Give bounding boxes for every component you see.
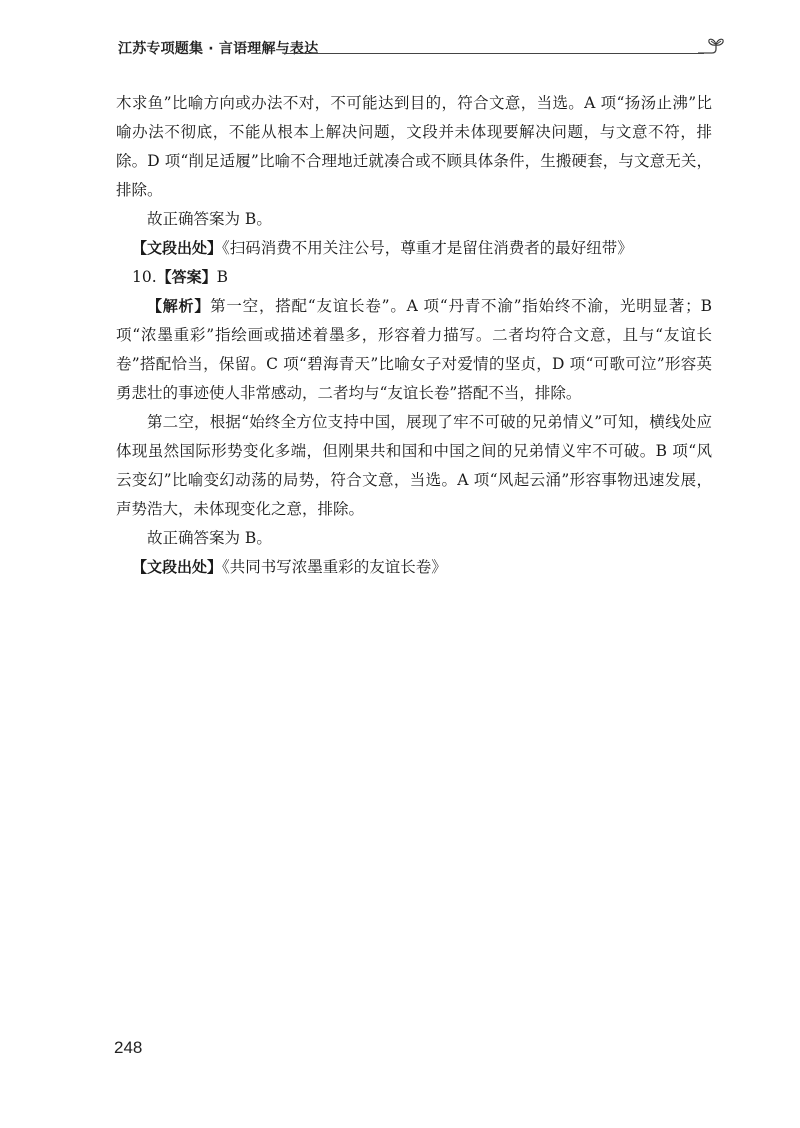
- answer-value: B: [216, 268, 229, 286]
- correct-answer-line-1: 故正确答案为 B。: [147, 210, 272, 228]
- source-citation-2: [116, 553, 712, 582]
- answer-explanation-body: [116, 89, 712, 582]
- source-citation-1: [116, 234, 712, 263]
- source-tag: 【文段出处】: [132, 558, 223, 576]
- running-header: [118, 36, 728, 60]
- analysis-paragraph: [116, 292, 712, 408]
- sprout-icon: [698, 36, 728, 60]
- analysis-tag: 【解析】: [147, 297, 211, 315]
- correct-answer-line-2: 故正确答案为 B。: [147, 529, 272, 547]
- source-tag: 【文段出处】: [132, 239, 223, 257]
- source-title: 《扫码消费不用关注公号，尊重才是留住消费者的最好纽带》: [222, 239, 633, 257]
- answer-tag: 【答案】: [156, 268, 217, 286]
- question-10-answer: [116, 263, 712, 292]
- question-number: 10.: [132, 268, 157, 286]
- page-number: 248: [114, 1038, 143, 1057]
- paragraph-second-blank: 第二空，根据“始终全方位支持中国，展现了牢不可破的兄弟情义”可知，横线处应体现虽然国际形势变化多端，但刚果共和国和中国之间的兄弟情义牢不可破。B 项“风云变幻”比喻变幻动荡的局势，符合文意，当选。A 项“风起云涌”形容事物迅速发展，声势浩大，未体现变化之意，排除。: [116, 413, 712, 518]
- header-rule: [284, 53, 704, 54]
- source-title: 《共同书写浓墨重彩的友谊长卷》: [222, 558, 447, 576]
- paragraph-option-analysis: 木求鱼”比喻方向或办法不对，不可能达到目的，符合文意，当选。A 项“扬汤止沸”比喻办法不彻底，不能从根本上解决问题，文段并未体现要解决问题，与文意不符，排除。D 项“削足适履”比喻不合理地迁就凑合或不顾具体条件，生搬硬套，与文意无关，排除。: [116, 94, 712, 199]
- analysis-text: 第一空，搭配“友谊长卷”。A 项“丹青不渝”指始终不渝，光明显著；B 项“浓墨重彩”指绘画或描述着墨多，形容着力描写。二者均符合文意，且与“友谊长卷”搭配恰当，保留。C 项“碧海青天”比喻女子对爱情的坚贞，D 项“可歌可泣”形容英勇悲壮的事迹使人非常感动，二者均与“友谊长卷”搭配不当，排除。: [116, 297, 712, 402]
- header-title: 江苏专项题集 · 言语理解与表达: [118, 41, 319, 57]
